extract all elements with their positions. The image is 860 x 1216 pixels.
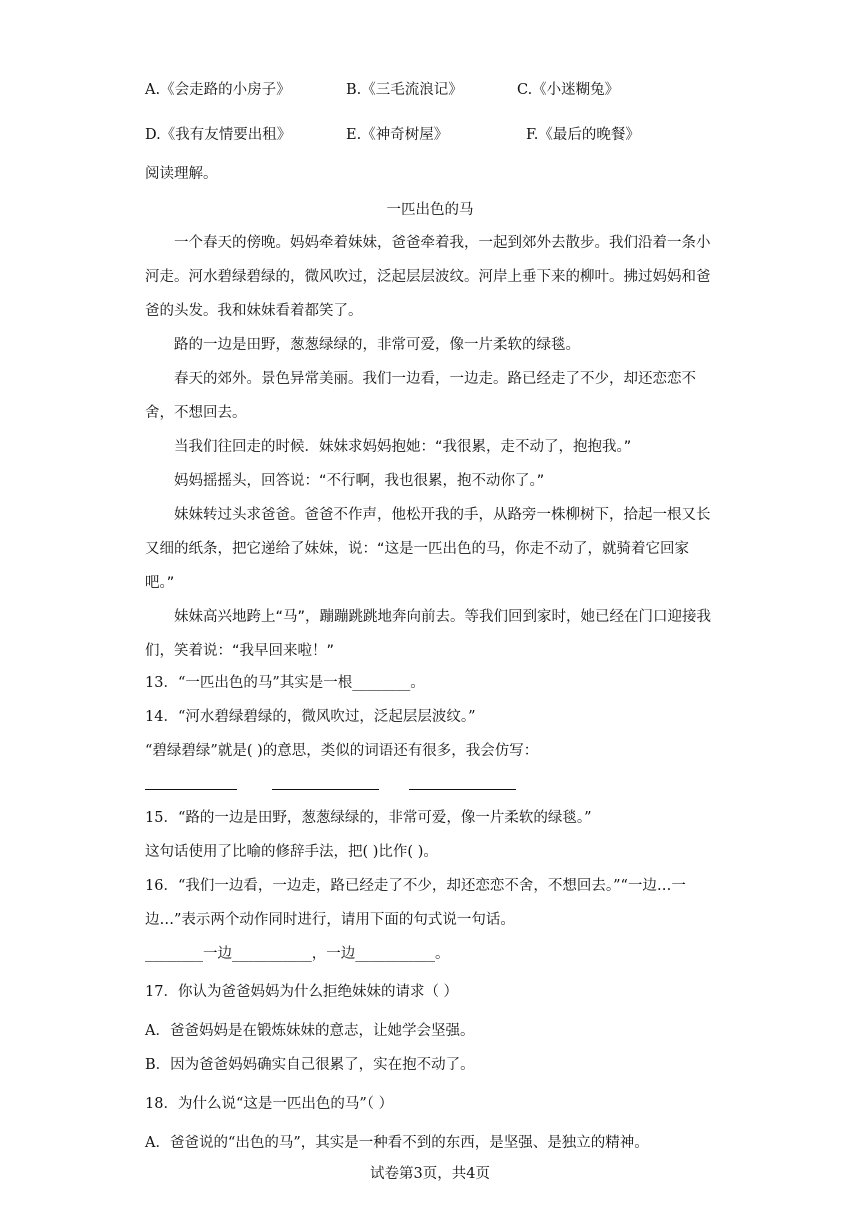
passage-paragraph: 当我们往回走的时候．妹妹求妈妈抱她：“我很累，走不动了，抱抱我。” [174, 439, 632, 455]
question-17-option-b: B．因为爸爸妈妈确实自己很累了，实在抱不动了。 [145, 1057, 475, 1073]
section-title: 阅读理解。 [145, 166, 218, 182]
question-14-stem: 14．“河水碧绿碧绿的，微风吹过，泛起层层波纹。” [145, 709, 476, 725]
question-15-stem: 15．“路的一边是田野，葱葱绿绿的，非常可爱，像一片柔软的绿毯。” [145, 810, 592, 826]
question-13: 13．“一匹出色的马”其实是一根________。 [145, 675, 425, 691]
answer-blank[interactable] [145, 789, 237, 790]
option-b: B.《三毛流浪记》 [346, 82, 463, 98]
passage-paragraph: 妈妈摇摇头，回答说：“不行啊，我也很累，抱不动你了。” [174, 473, 545, 489]
question-17-stem: 17．你认为爸爸妈妈为什么拒绝妹妹的请求（ ） [145, 984, 459, 1000]
passage-paragraph: 一个春天的傍晚。妈妈牵着妹妹，爸爸牵着我，一起到郊外去散步。我们沿着一条小河走。河水碧绿碧绿的，微风吹过，泛起层层波纹。河岸上垂下来的柳叶。拂过妈妈和爸爸的头发。我和妹妹看着都笑了。 [145, 235, 711, 319]
passage-paragraph: 路的一边是田野，葱葱绿绿的，非常可爱，像一片柔软的绿毯。 [174, 337, 580, 353]
answer-blank[interactable] [409, 789, 516, 790]
option-d: D.《我有友情要出租》 [145, 127, 292, 143]
page-footer: 试卷第3页，共4页 [370, 1166, 490, 1182]
option-c: C.《小迷糊兔》 [517, 82, 620, 98]
question-16-line2: 边…”表示两个动作同时进行，请用下面的句式说一句话。 [145, 912, 515, 928]
passage-paragraph: 春天的郊外。景色异常美丽。我们一边看，一边走。路已经走了不少，却还恋恋不舍，不想回去。 [145, 371, 696, 421]
question-18-stem: 18．为什么说“这是一匹出色的马”（ ） [145, 1096, 394, 1112]
passage-paragraph: 妹妹转过头求爸爸。爸爸不作声，他松开我的手，从路旁一株柳树下，拾起一根又长又细的纸条，把它递给了妹妹，说：“这是一匹出色的马，你走不动了，就骑着它回家吧。” [145, 507, 711, 591]
passage-paragraph: 妹妹高兴地跨上“马”，蹦蹦跳跳地奔向前去。等我们回到家时，她已经在门口迎接我们，笑着说：“我早回来啦！” [145, 609, 712, 659]
answer-blank[interactable] [272, 789, 379, 790]
question-16-line1: 16．“我们一边看，一边走，路已经走了不少，却还恋恋不舍，不想回去。”“一边…一 [145, 878, 686, 894]
question-17-option-a: A．爸爸妈妈是在锻炼妹妹的意志，让她学会坚强。 [145, 1023, 475, 1039]
option-f: F.《最后的晚餐》 [526, 127, 640, 143]
question-18-option-a: A．爸爸说的“出色的马”，其实是一种看不到的东西，是坚强、是独立的精神。 [145, 1135, 649, 1151]
option-a: A.《会走路的小房子》 [145, 82, 291, 98]
question-16-blank: ________一边___________，一边___________。 [145, 946, 450, 962]
option-e: E.《神奇树屋》 [346, 127, 449, 143]
question-14-sub: “碧绿碧绿”就是( )的意思，类似的词语还有很多，我会仿写： [145, 743, 539, 759]
question-15-sub: 这句话使用了比喻的修辞手法，把( )比作( )。 [145, 844, 438, 860]
passage-title: 一匹出色的马 [386, 202, 474, 218]
